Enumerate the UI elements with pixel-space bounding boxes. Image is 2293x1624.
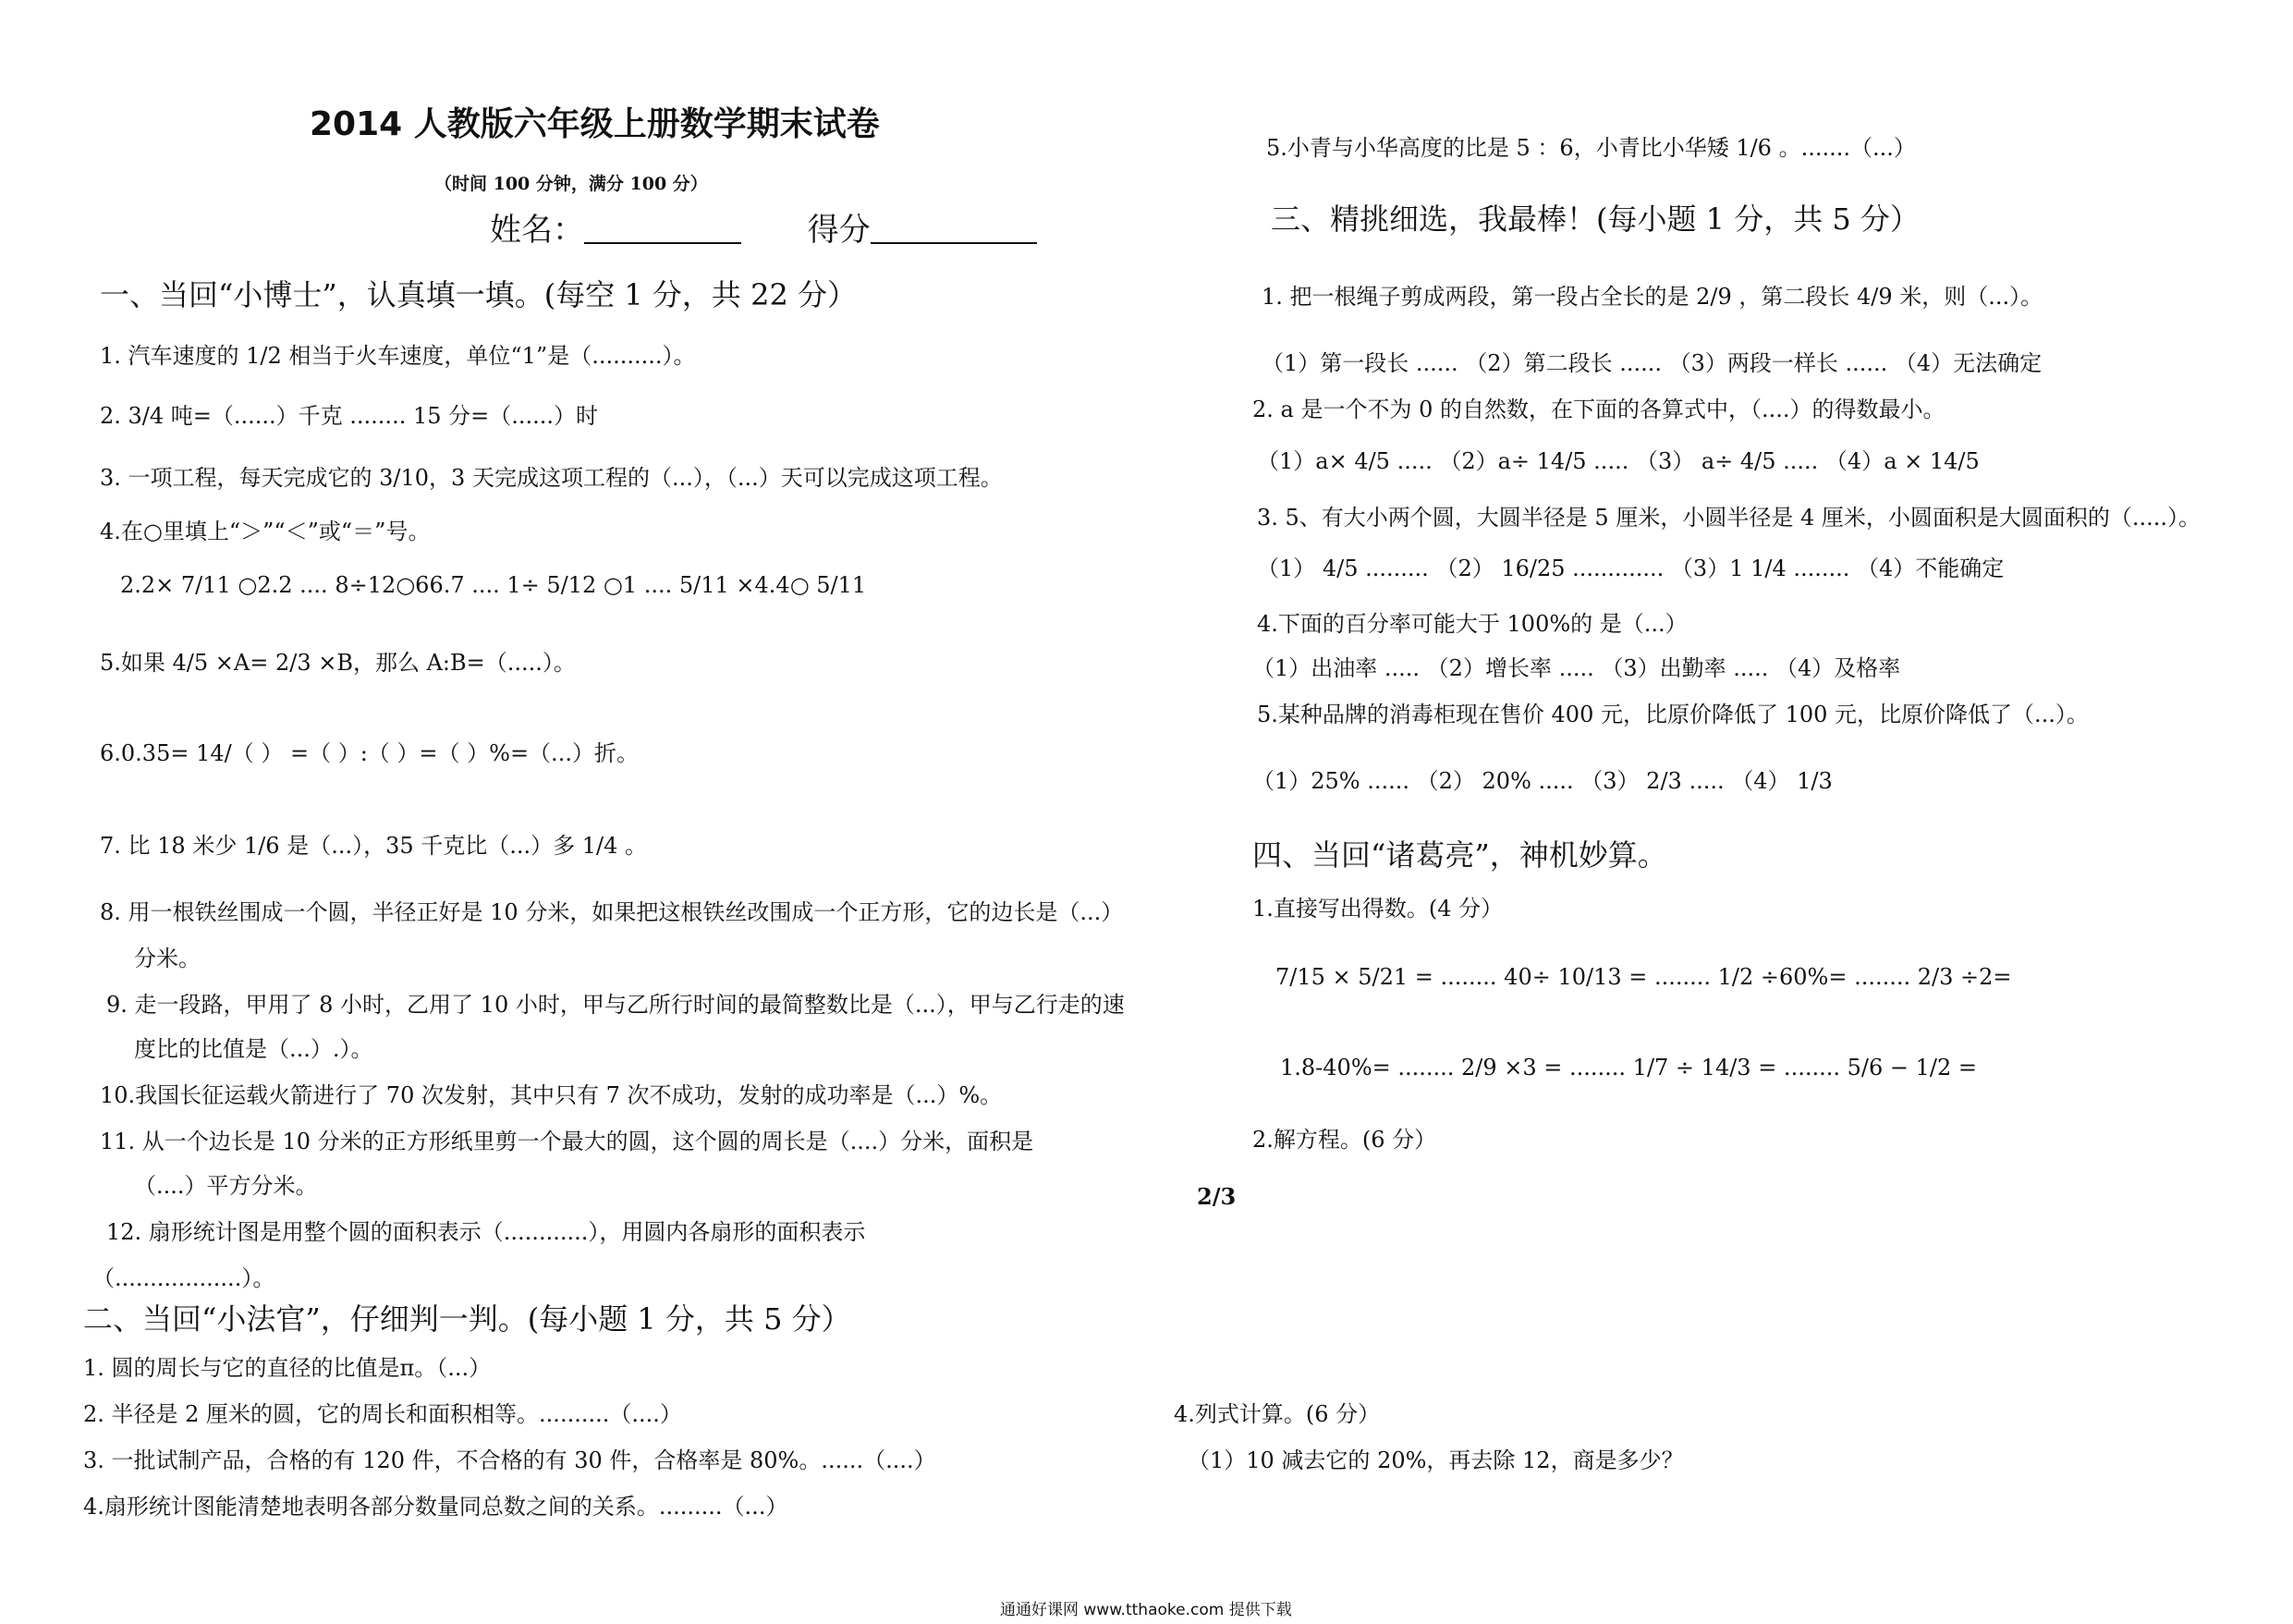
s1-question-11b: （....）平方分米。: [134, 1173, 318, 1199]
s3-question-5-options: （1）25% ...... （2） 20% ..... （3） 2/3 ..... （4） 1/3: [1252, 768, 1833, 794]
s3-question-4: 4.下面的百分率可能大于 100%的 是（...）: [1257, 611, 1688, 637]
name-field[interactable]: [490, 212, 1037, 249]
s3-question-2-options: （1）a× 4/5 ..... （2）a÷ 14/5 ..... （3） a÷ 4/5 ..... （4）a × 14/5: [1257, 448, 1980, 474]
page-subtitle: （时间 100 分钟，满分 100 分）: [434, 174, 708, 194]
score-blank[interactable]: [871, 216, 1037, 244]
page-title: 2014 人教版六年级上册数学期末试卷: [310, 105, 880, 143]
s4-part-2: 2.解方程。(6 分）: [1252, 1127, 1437, 1153]
s2-question-4: 4.扇形统计图能清楚地表明各部分数量同总数之间的关系。.........（...）: [83, 1494, 788, 1520]
s1-question-7: 7. 比 18 米少 1/6 是（...），35 千克比（...）多 1/4 。: [100, 833, 648, 859]
s1-question-8b: 分米。: [134, 946, 201, 971]
s1-question-9b: 度比的比值是（...）.）。: [134, 1036, 373, 1062]
s4-part-4: 4.列式计算。(6 分）: [1174, 1401, 1381, 1427]
s1-question-8: 8. 用一根铁丝围成一个圆，半径正好是 10 分米，如果把这根铁丝改围成一个正方形，它的边长是（...）: [100, 899, 1124, 925]
s4-calc-row-1: 7/15 × 5/21 = ........ 40÷ 10/13 = ........ 1/2 ÷60%= ........ 2/3 ÷2=: [1275, 964, 2012, 990]
s3-question-1: 1. 把一根绳子剪成两段，第一段占全长的是 2/9 ，第二段长 4/9 米，则（...）。: [1262, 284, 2043, 310]
s1-question-5: 5.如果 4/5 ×A= 2/3 ×B，那么 A:B=（.....）。: [100, 650, 576, 676]
s2-question-3: 3. 一批试制产品，合格的有 120 件，不合格的有 30 件，合格率是 80%。......（....）: [83, 1447, 936, 1473]
section2-heading: 二、当回“小法官”，仔细判一判。(每小题 1 分，共 5 分）: [83, 1301, 851, 1337]
s1-question-11: 11. 从一个边长是 10 分米的正方形纸里剪一个最大的圆，这个圆的周长是（....）分米，面积是: [100, 1129, 1034, 1154]
s2-question-5: 5.小青与小华高度的比是 5 ：6，小青比小华矮 1/6 。.......（...）: [1266, 135, 1916, 161]
s2-question-2: 2. 半径是 2 厘米的圆，它的周长和面积相等。..........（....）: [83, 1401, 682, 1427]
s4-calc-row-2: 1.8-40%= ........ 2/9 ×3 = ........ 1/7 ÷ 14/3 = ........ 5/6 − 1/2 =: [1280, 1055, 1977, 1081]
name-label: 姓名：: [490, 212, 584, 249]
stray-fraction: 2/3: [1197, 1183, 1237, 1210]
s1-question-9: 9. 走一段路，甲用了 8 小时，乙用了 10 小时，甲与乙所行时间的最简整数比是（...），甲与乙行走的速: [106, 992, 1125, 1018]
s2-question-1: 1. 圆的周长与它的直径的比值是π。（...）: [83, 1355, 492, 1381]
s4-part-1: 1.直接写出得数。(4 分）: [1252, 896, 1504, 922]
s1-question-3: 3. 一项工程，每天完成它的 3/10，3 天完成这项工程的（...），（...）天可以完成这项工程。: [100, 465, 1003, 491]
section3-heading: 三、精挑细选，我最棒！(每小题 1 分，共 5 分）: [1271, 201, 1920, 237]
s3-question-5: 5.某种品牌的消毒柜现在售价 400 元，比原价降低了 100 元，比原价降低了（...）。: [1257, 702, 2089, 727]
s3-question-1-options: （1）第一段长 ...... （2）第二段长 ...... （3）两段一样长 ...... （4）无法确定: [1262, 350, 2043, 376]
s3-question-3: 3. 5、有大小两个圆，大圆半径是 5 厘米，小圆半径是 4 厘米，小圆面积是大圆面积的（.....）。: [1257, 505, 2201, 531]
s3-question-2: 2. a 是一个不为 0 的自然数，在下面的各算式中，（....）的得数最小。: [1252, 397, 1945, 422]
s1-question-12: 12. 扇形统计图是用整个圆的面积表示（............），用圆内各扇形的面积表示: [106, 1219, 866, 1245]
s1-question-4: 4.在○里填上“＞”“＜”或“＝”号。: [100, 519, 431, 544]
s1-question-12b: （..................）。: [92, 1265, 275, 1291]
s1-question-2: 2. 3/4 吨=（......）千克 ........ 15 分=（......）时: [100, 403, 599, 429]
s1-question-1: 1. 汽车速度的 1/2 相当于火车速度，单位“1”是（..........）。: [100, 343, 696, 369]
s1-question-4-items: 2.2× 7/11 ○2.2 .... 8÷12○66.7 .... 1÷ 5/12 ○1 .... 5/11 ×4.4○ 5/11: [120, 572, 867, 598]
score-label: 得分: [807, 212, 871, 249]
s4-part-4-question-1: （1）10 减去它的 20%，再去除 12，商是多少？: [1188, 1447, 1684, 1473]
s1-question-6: 6.0.35= 14/（ ） =（ ）:（ ）=（ ）%=（...）折。: [100, 740, 639, 766]
s3-question-3-options: （1） 4/5 ......... （2） 16/25 ............. （3）1 1/4 ........ （4）不能确定: [1257, 556, 2005, 581]
name-blank[interactable]: [584, 216, 741, 244]
s1-question-10: 10.我国长征运载火箭进行了 70 次发射，其中只有 7 次不成功，发射的成功率是（...）%。: [100, 1082, 1003, 1108]
footer-credit: 通通好课网 www.tthaoke.com 提供下载: [1000, 1601, 1292, 1619]
section1-heading: 一、当回“小博士”，认真填一填。(每空 1 分，共 22 分）: [100, 277, 857, 312]
s3-question-4-options: （1）出油率 ..... （2）增长率 ..... （3）出勤率 ..... （4）及格率: [1252, 655, 1901, 681]
section4-heading: 四、当回“诸葛亮”，神机妙算。: [1252, 837, 1667, 873]
